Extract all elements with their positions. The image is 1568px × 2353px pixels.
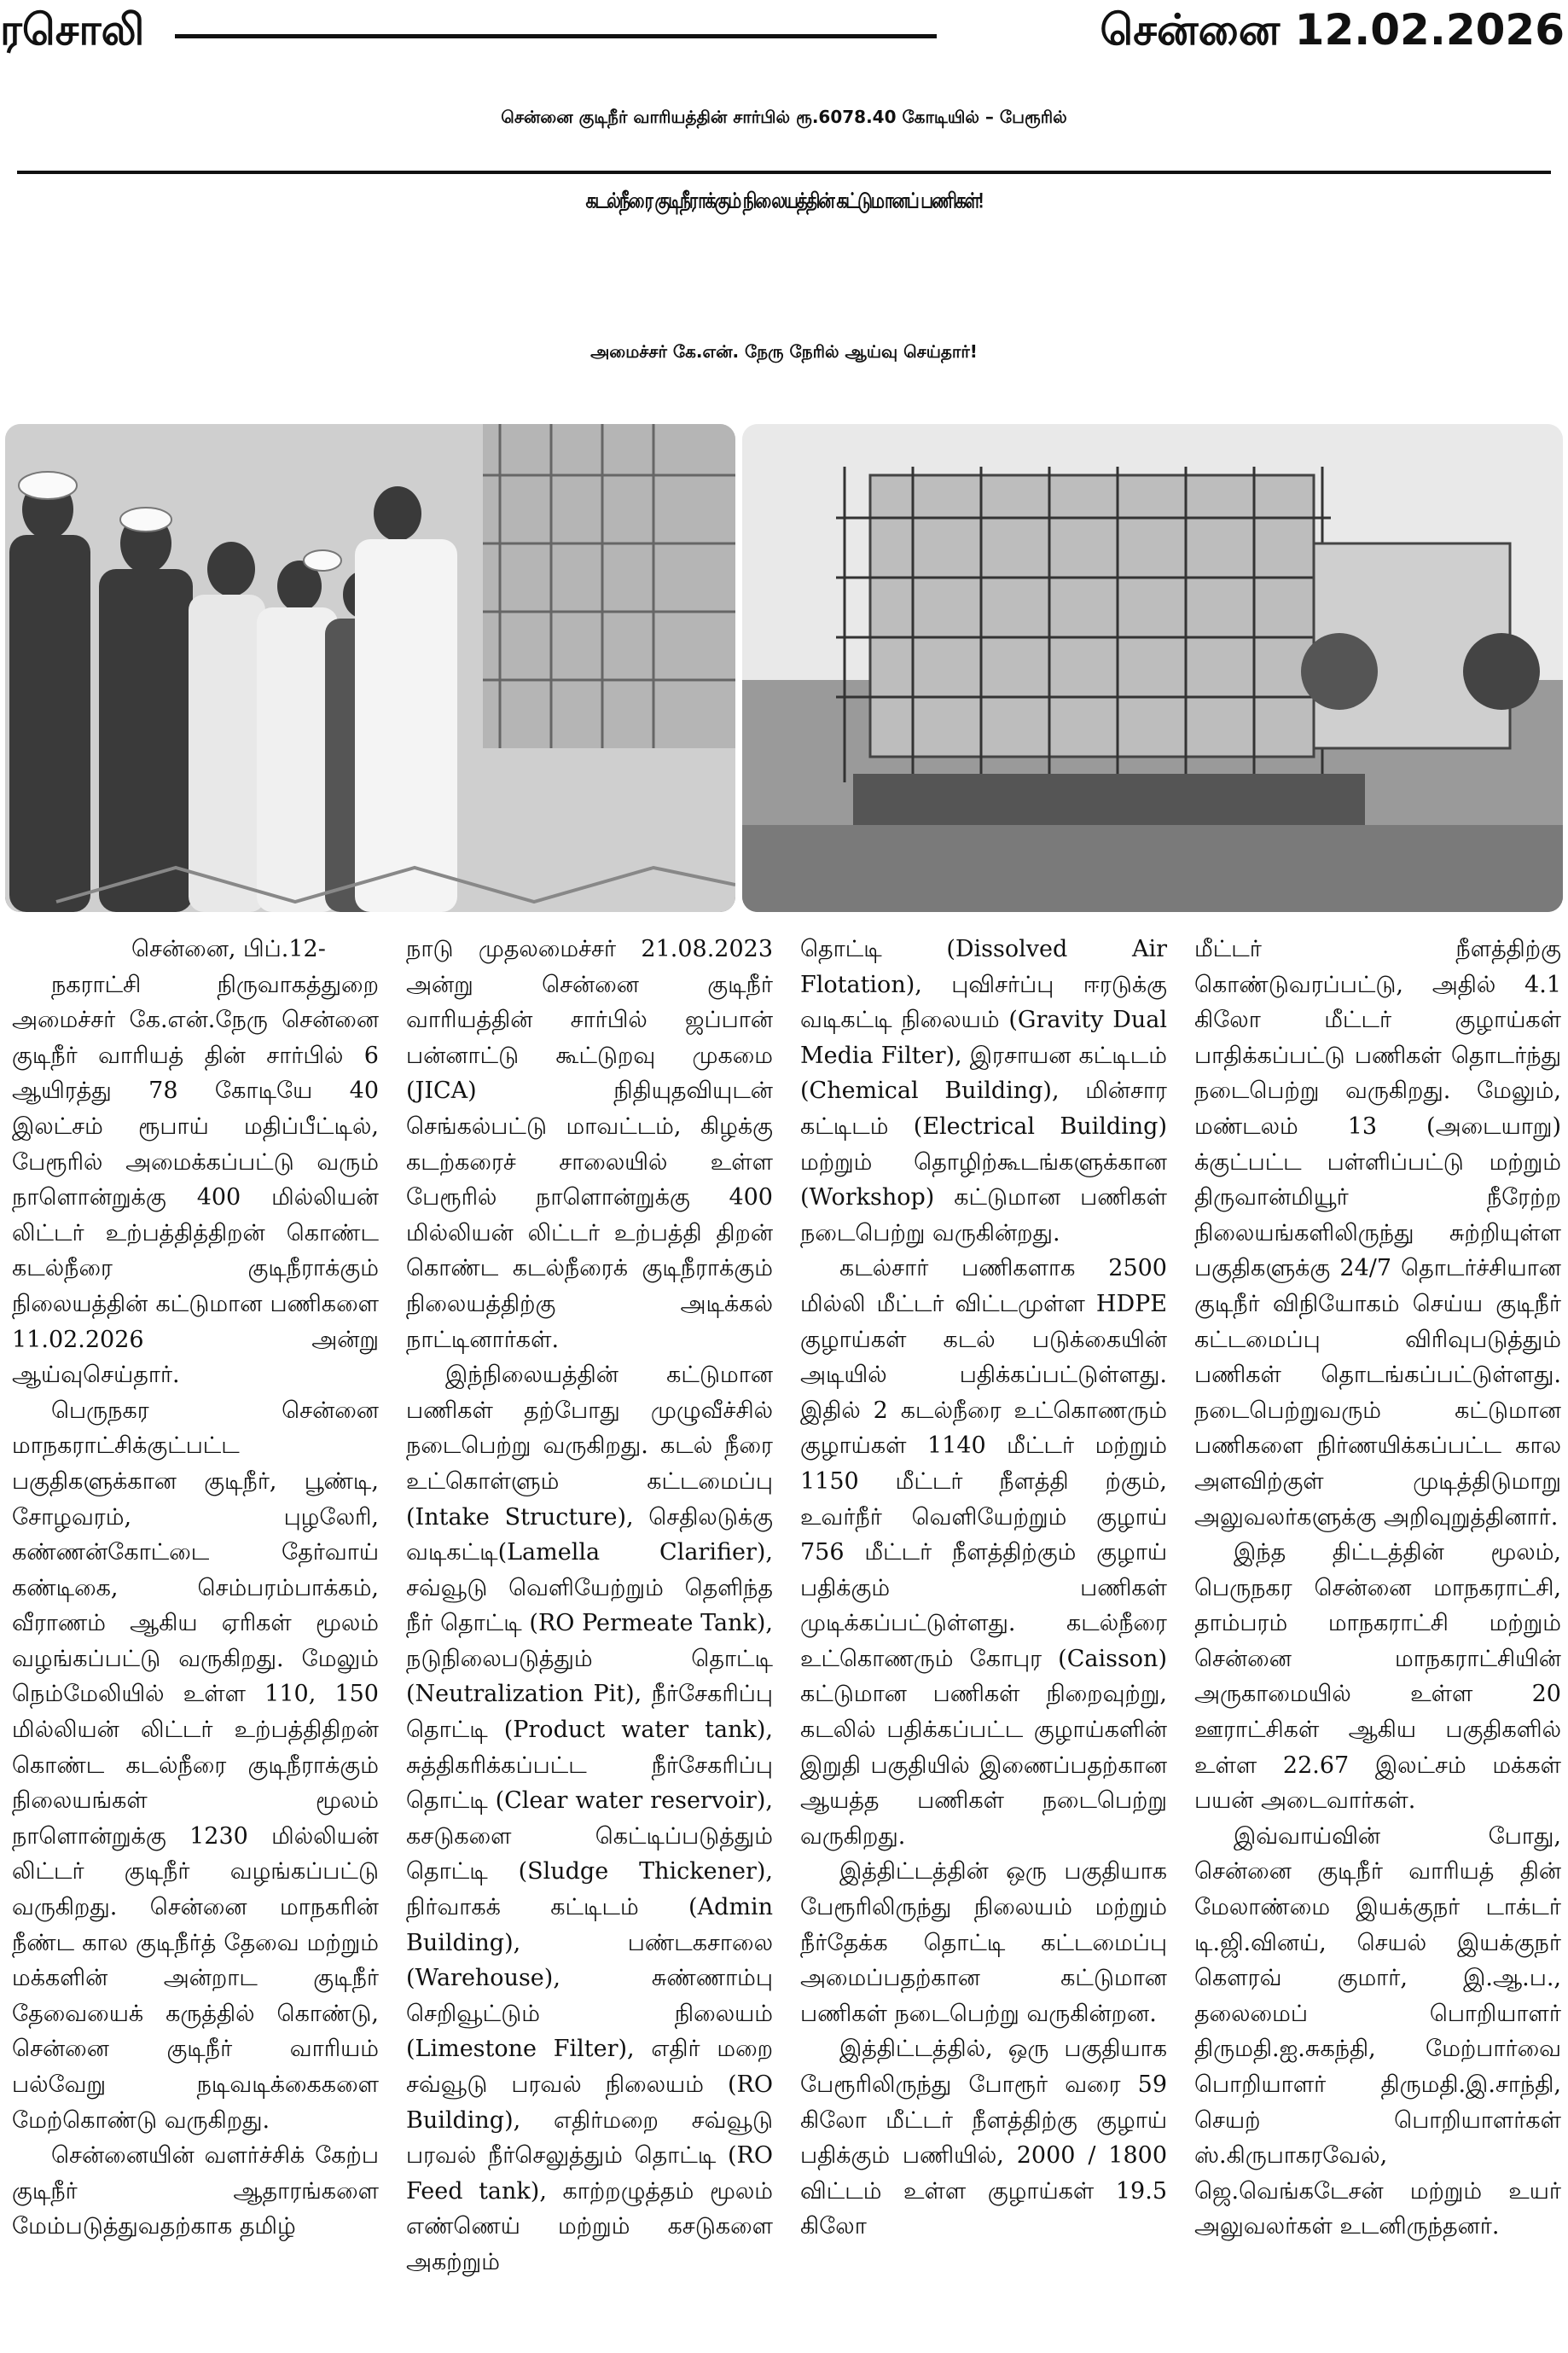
kicker-line: சென்னை குடிநீர் வாரியத்தின் சார்பில் ரூ.6078.40 கோடியில் – பேரூரில் [501, 107, 1067, 127]
subheadline: அமைச்சர் கே.என். நேரு நேரில் ஆய்வு செய்தார்! [590, 341, 978, 362]
paragraph: நகராட்சி நிருவாகத்துறை அமைச்சர் கே.என்.நேரு சென்னை குடிநீர் வாரியத் தின் சார்பில் 6 ஆயிரத்து 78 கோடியே 40 இலட்சம் ரூபாய் மதிப்பீட்டில், பேரூரில் அமைக்கப்பட்டு வரும் நாளொன்றுக்கு 400 மில்லியன் லிட்டர் உற்பத்தித்திறன் கொண்ட கடல்நீரை குடிநீராக்கும் நிலையத்தின் கட்டுமான பணிகளை 11.02.2026 அன்று ஆய்வுசெய்தார். [12, 971, 379, 1389]
paragraph: பெருநகர சென்னை மாநகராட்சிக்குட்பட்ட பகுதிகளுக்கான குடிநீர், பூண்டி, சோழவரம், புழலேரி, கண்ணன்கோட்டை தேர்வாய் கண்டிகை, செம்பரம்பாக்கம், வீராணம் ஆகிய ஏரிகள் மூலம் வழங்கப்பட்டு வருகிறது. மேலும் நெம்மேலியில் உள்ள 110, 150 மில்லியன் லிட்டர் உற்பத்திதிறன் கொண்ட கடல்நீரை குடிநீராக்கும் நிலையங்கள் மூலம் நாளொன்றுக்கு 1230 மில்லியன் லிட்டர் குடிநீர் வழங்கப்பட்டு வருகிறது. சென்னை மாநகரின் நீண்ட கால குடிநீர்த் தேவை மற்றும் மக்களின் அன்றாட குடிநீர் தேவையைக் கருத்தில் கொண்டு, சென்னை குடிநீர் வாரியம் பல்வேறு நடிவடிக்கைகளை மேற்கொண்டு வருகிறது. [12, 1397, 379, 2134]
paragraph: இவ்வாய்வின் போது, சென்னை குடிநீர் வாரியத் தின் மேலாண்மை இயக்குநர் டாக்டர் டி.ஜி.வினய், செயல் இயக்குநர் கௌரவ் குமார், இ.ஆ.ப., தலைமைப் பொறியாளர் திருமதி.ஐ.சுகந்தி, மேற்பார்வை பொறியாளர் திருமதி.இ.சாந்தி, செயற் பொறியாளர்கள் ஸ்.கிருபாகரவேல், ஜெ.வெங்கடேசன் மற்றும் உயர் அலுவலர்கள் உடனிருந்தனர். [1194, 1822, 1561, 2240]
paragraph: கடல்சார் பணிகளாக 2500 மில்லி மீட்டர் விட்டமுள்ள HDPE குழாய்கள் கடல் படுக்கையின் அடியில் பதிக்கப்பட்டுள்ளது. இதில் 2 கடல்நீரை உட்கொணரும் குழாய்கள் 1140 மீட்டர் மற்றும் 1150 மீட்டர் நீளத்தி ற்கும், உவர்நீர் வெளியேற்றும் குழாய் 756 மீட்டர் நீளத்திற்கும் குழாய் பதிக்கும் பணிகள் முடிக்கப்பட்டுள்ளது. கடல்நீரை உட்கொணரும் கோபுர (Caisson) கட்டுமான பணிகள் நிறைவுற்று, கடலில் பதிக்கப்பட்ட குழாய்களின் இறுதி பகுதியில் இணைப்பதற்கான ஆயத்த பணிகள் நடைபெற்று வருகிறது. [800, 1255, 1167, 1850]
paragraph: தொட்டி (Dissolved Air Flotation), புவிசர்ப்பு ஈரடுக்கு வடிகட்டி நிலையம் (Gravity Dual Media Filter), இரசாயன கட்டிடம் (Chemical Building), மின்சார கட்டிடம் (Electrical Building) மற்றும் தொழிற்கூடங்களுக்கான (Workshop) கட்டுமான பணிகள் நடைபெற்று வருகின்றது. [800, 936, 1167, 1246]
article-body [12, 932, 1561, 2339]
masthead-rule [175, 34, 937, 38]
desalination-plant-construction-photo [742, 424, 1563, 912]
kicker-rule [17, 171, 1551, 174]
newspaper-name: ரசொலி [0, 5, 145, 55]
paragraph: மீட்டர் நீளத்திற்கு கொண்டுவரப்பட்டு, அதில் 4.1 கிலோ மீட்டர் குழாய்கள் பாதிக்கப்பட்டு பணிகள் தொடர்ந்து நடைபெற்று வருகிறது. மேலும், மண்டலம் 13 (அடையாறு) க்குட்பட்ட பள்ளிப்பட்டு மற்றும் திருவான்மியூர் நீரேற்ற நிலையங்களிலிருந்து சுற்றியுள்ள பகுதிகளுக்கு 24/7 தொடர்ச்சியான குடிநீர் விநியோகம் செய்ய குடிநீர் கட்டமைப்பு விரிவுபடுத்தும் பணிகள் தொடங்கப்பட்டுள்ளது. நடைபெற்றுவரும் கட்டுமான பணிகளை நிர்ணயிக்கப்பட்ட கால அளவிற்குள் முடித்திடுமாறு அலுவலர்களுக்கு அறிவுறுத்தினார். [1194, 936, 1561, 1531]
article-column-2 [406, 932, 773, 2280]
dateline: சென்னை 12.02.2026 [1100, 5, 1565, 55]
article-column-4 [1194, 932, 1561, 2245]
paragraph: நாடு முதலமைச்சர் 21.08.2023 அன்று சென்னை குடிநீர் வாரியத்தின் சார்பில் ஜப்பான் பன்னாட்டு கூட்டுறவு முகமை (JICA) நிதியுதவியுடன் செங்கல்பட்டு மாவட்டம், கிழக்கு கடற்கரைச் சாலையில் உள்ள பேரூரில் நாளொன்றுக்கு 400 மில்லியன் லிட்டர் உற்பத்தி திறன் கொண்ட கடல்நீரைக் குடிநீராக்கும் நிலையத்திற்கு அடிக்கல் நாட்டினார்கள். [406, 936, 773, 1353]
masthead [0, 0, 1568, 60]
paragraph: இத்திட்டத்தின் ஒரு பகுதியாக பேரூரிலிருந்து நிலையம் மற்றும் நீர்தேக்க தொட்டி கட்டமைப்பு அமைப்பதற்கான கட்டுமான பணிகள் நடைபெற்று வருகின்றன. [800, 1858, 1167, 2027]
article-column-3 [800, 932, 1167, 2245]
headline: கடல்நீரை குடிநீராக்கும் நிலையத்தின் கட்டுமானப் பணிகள்! [585, 189, 983, 213]
paragraph: இத்திட்டத்தில், ஒரு பகுதியாக பேரூரிலிருந்து போரூர் வரை 59 கிலோ மீட்டர் நீளத்திற்கு குழாய் பதிக்கும் பணியில், 2000 / 1800 விட்டம் உள்ள குழாய்கள் 19.5 கிலோ [800, 2036, 1167, 2240]
paragraph: இந்நிலையத்தின் கட்டுமான பணிகள் தற்போது முழுவீச்சில் நடைபெற்று வருகிறது. கடல் நீரை உட்கொள்ளும் கட்டமைப்பு (Intake Structure), செதிலடுக்கு வடிகட்டி(Lamella Clarifier), சவ்வூடு வெளியேற்றும் தெளிந்த நீர் தொட்டி (RO Permeate Tank), நடுநிலைபடுத்தும் தொட்டி (Neutralization Pit), நீர்சேகரிப்பு தொட்டி (Product water tank), சுத்திகரிக்கப்பட்ட நீர்சேகரிப்பு தொட்டி (Clear water reservoir), கசடுகளை கெட்டிப்படுத்தும் தொட்டி (Sludge Thickener), நிர்வாகக் கட்டிடம் (Admin Building), பண்டகசாலை (Warehouse), சுண்ணாம்பு செறிவூட்டும் நிலையம் (Limestone Filter), எதிர் மறை சவ்வூடு பரவல் நிலையம் (RO Building), எதிர்மறை சவ்வூடு பரவல் நீர்செலுத்தும் தொட்டி (RO Feed tank), காற்றழுத்தம் மூலம் எண்ணெய் மற்றும் கசடுகளை அகற்றும் [406, 1362, 773, 2275]
officials-inspection-photo [5, 424, 735, 912]
paragraph: சென்னை, பிப்.12- [131, 936, 326, 962]
paragraph: இந்த திட்டத்தின் மூலம், பெருநகர சென்னை மாநகராட்சி, தாம்பரம் மாநகராட்சி மற்றும் சென்னை மாநகராட்சியின் அருகாமையில் உள்ள 20 ஊராட்சிகள் ஆகிய பகுதிகளில் உள்ள 22.67 இலட்சம் மக்கள் பயன் அடைவார்கள். [1194, 1539, 1561, 1815]
article-column-1 [12, 932, 379, 2245]
paragraph: சென்னையின் வளர்ச்சிக் கேற்ப குடிநீர் ஆதாரங்களை மேம்படுத்துவதற்காக தமிழ் [12, 2142, 379, 2240]
